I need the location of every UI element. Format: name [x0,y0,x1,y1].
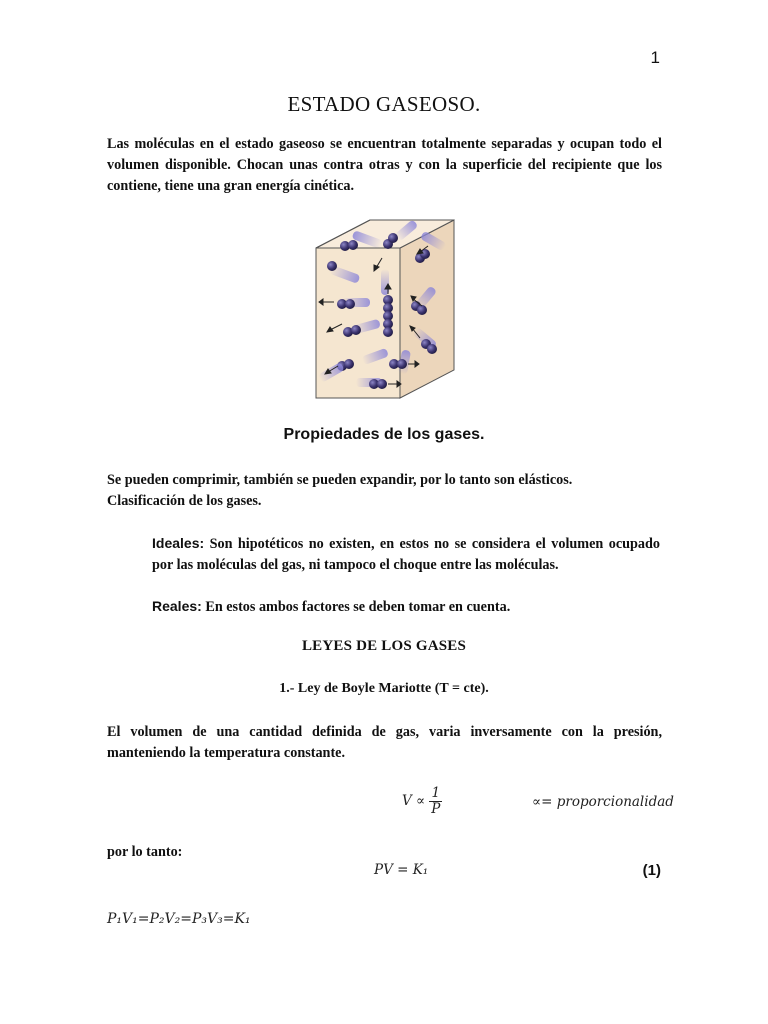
ideales-paragraph [152,533,660,576]
fraction-denominator: P [431,801,441,817]
boyle-law-text: El volumen de una cantidad definida de gas, varia inversamente con la presión, manteniendo la temperatura constante. [107,724,662,761]
properties-text: Se pueden comprimir, también se pueden expandir, por lo tanto son elásticos. [107,472,573,488]
equation-number: (1) [642,862,661,879]
pressure-volume-chain-formula: P₁V₁=P₂V₂=P₃V₃=K₁ [107,911,251,927]
section-heading-laws: LEYES DE LOS GASES [301,638,467,654]
fraction-numerator: 1 [431,785,441,801]
ideales-term: Ideales: [152,535,205,551]
page-title: ESTADO GASEOSO. [287,92,481,116]
section-heading-properties: Propiedades de los gases. [283,426,485,443]
reales-text: En estos ambos factores se deben tomar en cuenta. [201,599,511,615]
reales-paragraph [152,596,660,618]
ideales-text: Son hipotéticos no existen, en estos no se considera el volumen ocupado por las moléculas del gas, ni tampoco el choque entre las moléculas. [152,536,660,573]
gas-molecules-box-illustration [312,218,456,400]
intro-paragraph: Las moléculas en el estado gaseoso se encuentran totalmente separadas y ocupan todo el volumen disponible. Chocan unas contra otras y con la superficie del recipiente que los contiene, tiene una gran energía cinética. [107,136,662,194]
pv-formula: PV = K₁ [374,862,429,878]
formula-fraction [429,786,442,817]
classification-text: Clasificación de los gases. [107,493,262,509]
formula-lhs: V ∝ [402,793,426,809]
boyle-law-heading: 1.- Ley de Boyle Mariotte (T = cte). [279,681,489,696]
reales-term: Reales: [152,598,202,614]
por-lo-tanto-label: por lo tanto: [107,844,183,860]
proportionality-note: ∝= proporcionalidad [532,794,674,810]
proportionality-formula [402,786,442,817]
page-number: 1 [650,48,660,67]
